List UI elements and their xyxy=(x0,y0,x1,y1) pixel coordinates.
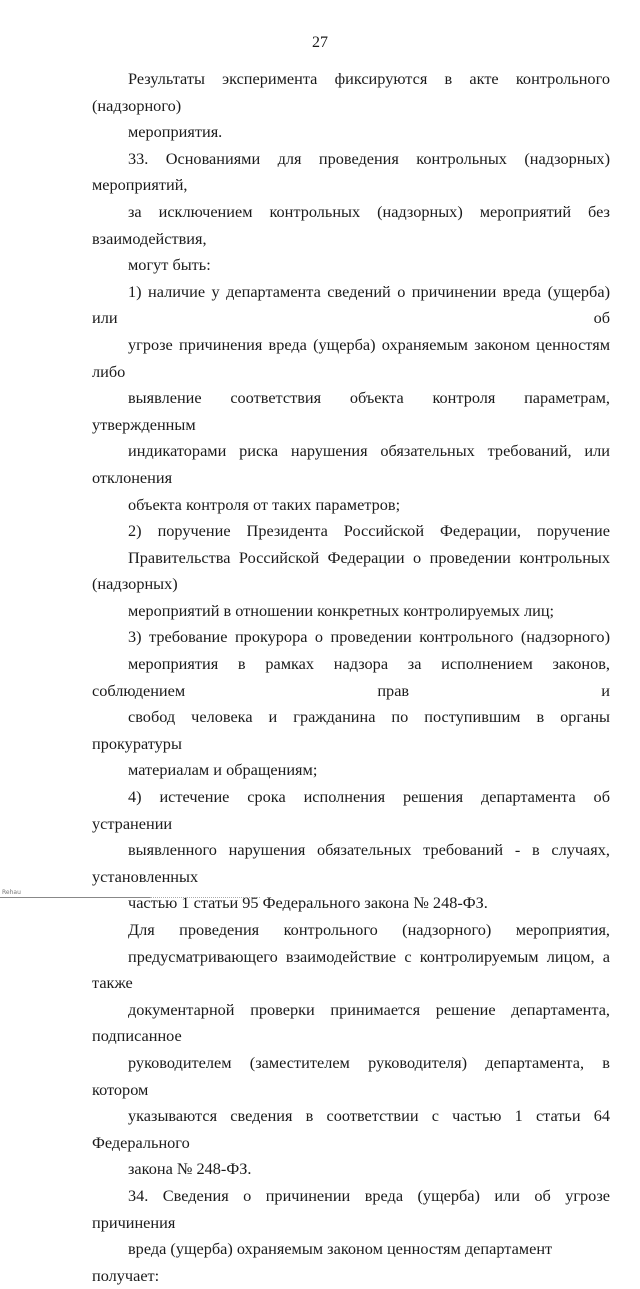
text-line: указываются сведения в соответствии с частью 1 статьи 64 Федерального xyxy=(92,1106,610,1152)
text-line: руководителем (заместителем руководителя) департамента, в котором xyxy=(92,1052,610,1099)
text-line: 4) истечение срока исполнения решения департамента об устранении xyxy=(92,787,610,833)
text-line: вреда (ущерба) охраняемым законом ценностям департамент получает: xyxy=(92,1239,553,1285)
text-line: Правительства Российской Федерации о проведении контрольных (надзорных) xyxy=(92,547,610,594)
text-line: 33. Основаниями для проведения контрольных (надзорных) мероприятий, xyxy=(92,148,610,195)
text-line: материалам и обращениям; xyxy=(128,760,318,780)
text-line: 34. Сведения о причинении вреда (ущерба) или об угрозе причинения xyxy=(92,1185,610,1232)
paragraph-experiment-results xyxy=(92,66,610,146)
text-line: мероприятия в рамках надзора за исполнением законов, соблюдением прав и xyxy=(92,654,610,700)
paragraph-33-grounds xyxy=(92,146,610,279)
paragraph-decision xyxy=(92,917,610,1183)
text-line: закона № 248-ФЗ. xyxy=(128,1159,252,1179)
text-line: Результаты эксперимента фиксируются в акте контрольного (надзорного) xyxy=(92,69,610,115)
scan-footer-mark: Rehau xyxy=(2,889,21,896)
text-line: могут быть: xyxy=(128,255,211,275)
text-line: мероприятий в отношении конкретных контролируемых лиц; xyxy=(128,600,555,620)
paragraph-item-2 xyxy=(92,518,610,624)
text-line: угрозе причинения вреда (ущерба) охраняемым законом ценностям либо xyxy=(92,334,610,381)
text-line: свобод человека и гражданина по поступившим в органы прокуратуры xyxy=(92,707,610,753)
text-line: за исключением контрольных (надзорных) мероприятий без взаимодействия, xyxy=(92,201,610,248)
paragraph-item-3 xyxy=(92,624,610,784)
footer-divider xyxy=(0,897,150,898)
text-line: 1) наличие у департамента сведений о причинении вреда (ущерба) или об xyxy=(92,281,610,328)
text-line: Для проведения контрольного (надзорного) мероприятия, xyxy=(128,920,610,939)
text-line: мероприятия. xyxy=(128,122,223,142)
paragraph-34-sources xyxy=(92,1183,610,1289)
footer-divider-dotted xyxy=(150,897,260,898)
text-line: документарной проверки принимается решение департамента, подписанное xyxy=(92,999,610,1046)
text-line: предусматривающего взаимодействие с контролируемым лицом, а также xyxy=(92,946,610,993)
text-line: объекта контроля от таких параметров; xyxy=(128,494,401,514)
paragraph-item-1 xyxy=(92,279,610,518)
text-line: выявленного нарушения обязательных требований - в случаях, установленных xyxy=(92,840,610,886)
text-line: индикаторами риска нарушения обязательных требований, или отклонения xyxy=(92,441,610,487)
text-line: частью 1 статьи 95 Федерального закона № 248-ФЗ. xyxy=(128,893,488,913)
text-line: 3) требование прокурора о проведении контрольного (надзорного) xyxy=(128,627,610,647)
page-number: 27 xyxy=(312,34,328,51)
text-line: выявление соответствия объекта контроля параметрам, утвержденным xyxy=(92,388,610,434)
text-line: 2) поручение Президента Российской Федерации, поручение xyxy=(128,521,610,541)
document-body xyxy=(92,66,610,1289)
